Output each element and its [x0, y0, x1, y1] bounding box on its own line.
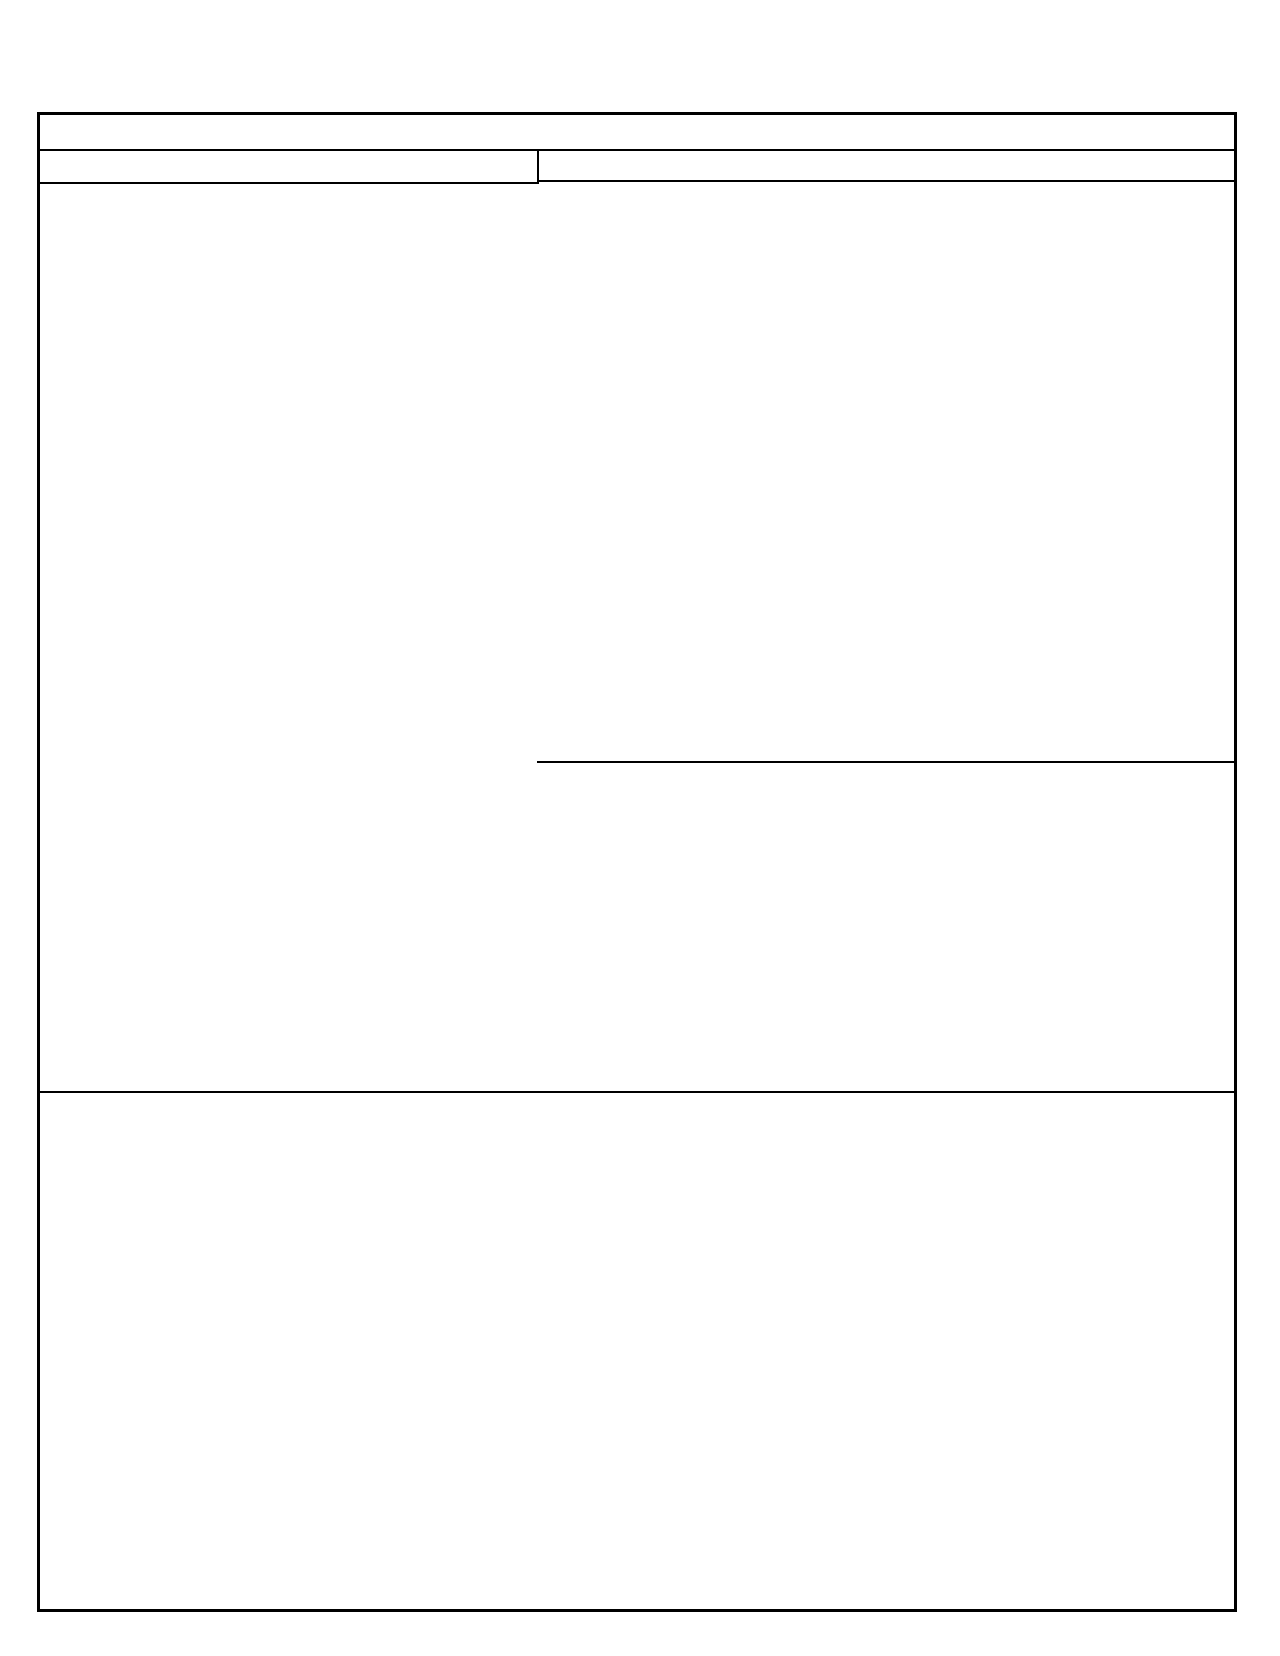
page-title: [40, 115, 1234, 151]
definitions-table: [40, 149, 537, 184]
identities-bottom: [40, 1091, 1234, 1609]
definitions-header: [40, 149, 537, 183]
cheat-sheet: [37, 112, 1237, 1612]
identities-top: [537, 761, 1234, 1091]
series-panel: [537, 149, 1234, 763]
definitions-panel: [40, 149, 539, 184]
series-header: [537, 149, 1234, 182]
